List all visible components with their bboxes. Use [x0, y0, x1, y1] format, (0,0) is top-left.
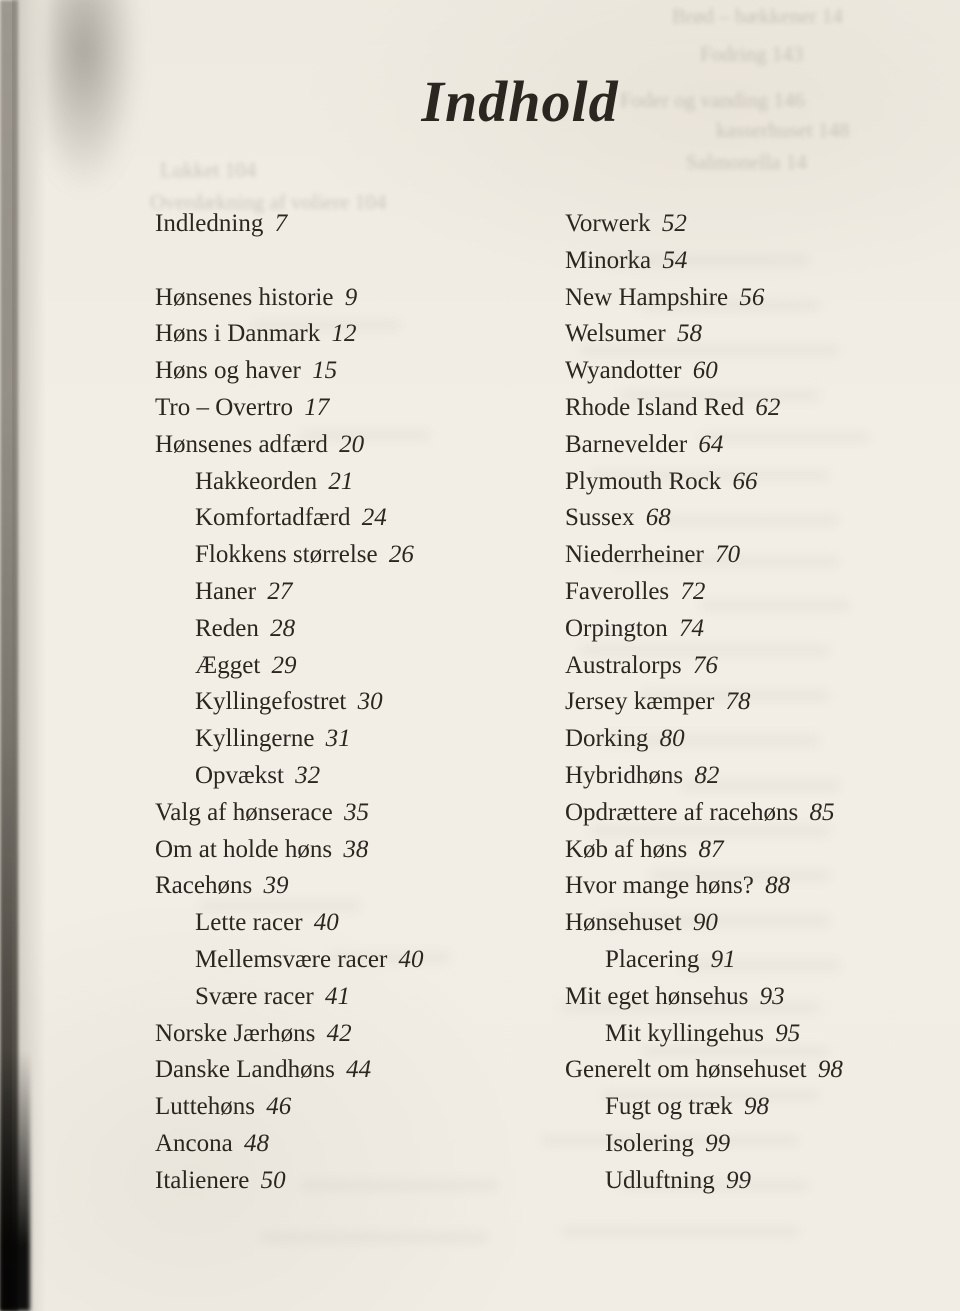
toc-entry-label: Rhode Island Red [565, 393, 745, 421]
toc-entry-label: Indledning [155, 210, 264, 237]
toc-entry-page: 99 [705, 1129, 731, 1157]
bleedthrough-text: kasserhuset 148 [716, 118, 850, 142]
toc-entry [565, 684, 955, 721]
toc-entry-label: Vorwerk [565, 210, 651, 237]
toc-entry [155, 537, 555, 574]
toc-entry [155, 905, 555, 942]
toc-entry [565, 1052, 955, 1089]
toc-entry [565, 942, 955, 979]
toc-entry-page: 44 [346, 1056, 372, 1084]
toc-entry-label: New Hampshire [565, 283, 729, 311]
toc-entry-page: 85 [809, 798, 835, 826]
toc-entry-label: Welsumer [565, 320, 666, 348]
toc-entry [565, 243, 955, 280]
toc-entry-page: 46 [266, 1093, 292, 1121]
toc-entry-page: 52 [661, 210, 687, 237]
toc-entry-label: Placering [605, 945, 700, 973]
toc-entry-page: 12 [331, 320, 357, 348]
toc-entry-page: 21 [328, 467, 354, 495]
toc-entry-page: 38 [343, 835, 369, 863]
toc-entry [565, 316, 955, 353]
bleedthrough-smudge [260, 1232, 490, 1243]
toc-entry-page: 50 [260, 1166, 286, 1194]
toc-entry-label: Orpington [565, 614, 668, 642]
bleedthrough-text: Foder og vanding 146 [620, 88, 805, 112]
toc-entry [155, 1089, 555, 1126]
toc-entry [155, 390, 555, 427]
toc-entry-label: Haner [195, 577, 257, 605]
toc-entry-page: 91 [710, 945, 736, 973]
toc-entry-label: Mit eget hønsehus [565, 982, 749, 1010]
toc-entry-label: Valg af hønserace [155, 798, 333, 826]
toc-entry [565, 832, 955, 869]
toc-entry [155, 758, 555, 795]
toc-entry [565, 390, 955, 427]
toc-entry-page: 88 [765, 872, 791, 900]
toc-entry [155, 979, 555, 1016]
toc-entry-page: 90 [692, 909, 718, 937]
toc-entry [155, 1126, 555, 1163]
toc-entry-label: Minorka [565, 246, 652, 274]
toc-entry-page: 64 [698, 430, 724, 458]
toc-entry-label: Svære racer [195, 982, 314, 1010]
toc-entry [565, 464, 955, 501]
toc-entry [155, 500, 555, 537]
toc-entry-page: 58 [676, 320, 702, 348]
toc-entry-label: Hakkeorden [195, 467, 318, 495]
toc-entry [565, 1016, 955, 1053]
toc-entry-page: 39 [263, 872, 289, 900]
toc-entry [155, 648, 555, 685]
toc-entry-label: Opdrættere af racehøns [565, 798, 799, 826]
toc-entry [565, 206, 955, 243]
toc-entry-label: Hønsenes historie [155, 283, 334, 311]
toc-entry-page: 99 [725, 1166, 751, 1194]
toc-entry-label: Isolering [605, 1129, 694, 1157]
toc-entry-page: 17 [304, 393, 330, 421]
toc-entry-page: 60 [692, 357, 718, 385]
toc-entry [565, 721, 955, 758]
toc-entry [565, 537, 955, 574]
toc-entry [565, 979, 955, 1016]
toc-entry-label: Generelt om hønsehuset [565, 1056, 807, 1084]
toc-entry [565, 611, 955, 648]
toc-entry-page: 98 [817, 1056, 843, 1084]
toc-entry-label: Komfortadfærd [195, 504, 351, 532]
toc-entry-label: Hybridhøns [565, 761, 684, 789]
toc-entry [565, 758, 955, 795]
toc-entry-page: 35 [343, 798, 369, 826]
toc-entry-page: 40 [398, 945, 424, 973]
toc-entry-page: 70 [715, 541, 741, 569]
toc-entry-page: 74 [679, 614, 705, 642]
toc-column-right [565, 206, 955, 1200]
toc-entry [155, 611, 555, 648]
toc-entry-label: Tro – Overtro [155, 393, 293, 421]
toc-entry-page: 32 [295, 761, 321, 789]
toc-entry-label: Racehøns [155, 872, 253, 900]
bleedthrough-text: Overdækning af voliere 104 [150, 190, 387, 214]
toc-column-left [155, 206, 555, 1200]
bleedthrough-text: Salmonella 14 [686, 150, 807, 174]
toc-entry [155, 832, 555, 869]
toc-entry-page: 29 [271, 651, 297, 679]
toc-entry-label: Hvor mange høns? [565, 872, 754, 900]
toc-entry [155, 942, 555, 979]
toc-entry-page: 30 [357, 688, 383, 716]
toc-entry-label: Mit kyllingehus [605, 1019, 765, 1047]
toc-entry-label: Opvækst [195, 761, 284, 789]
toc-entry-label: Jersey kæmper [565, 688, 715, 716]
toc-entry [565, 1163, 955, 1200]
toc-entry [565, 353, 955, 390]
toc-entry [565, 648, 955, 685]
toc-entry-page: 24 [361, 504, 387, 532]
toc-entry-page: 66 [732, 467, 758, 495]
toc-entry-page: 31 [325, 725, 351, 753]
toc-entry-page: 28 [270, 614, 296, 642]
toc-entry-label: Wyandotter [565, 357, 682, 385]
toc-entry-label: Barnevelder [565, 430, 688, 458]
toc-entry-label: Mellemsvære racer [195, 945, 388, 973]
toc-entry-page: 41 [324, 982, 350, 1010]
toc-entry [155, 1016, 555, 1053]
toc-entry [155, 574, 555, 611]
toc-entry-page: 62 [755, 393, 781, 421]
toc-entry-page: 27 [267, 577, 293, 605]
toc-entry [155, 868, 555, 905]
toc-entry-page: 15 [312, 357, 338, 385]
toc-entry-label: Køb af høns [565, 835, 688, 863]
toc-entry-label: Plymouth Rock [565, 467, 722, 495]
toc-entry [565, 795, 955, 832]
toc-entry-label: Om at holde høns [155, 835, 333, 863]
toc-entry-label: Niederrheiner [565, 541, 704, 569]
toc-entry [155, 684, 555, 721]
toc-entry [565, 1126, 955, 1163]
toc-entry [155, 464, 555, 501]
toc-entry-label: Høns i Danmark [155, 320, 321, 348]
toc-entry-label: Ancona [155, 1129, 233, 1157]
toc-entry-label: Australorps [565, 651, 682, 679]
toc-entry-page: 72 [680, 577, 706, 605]
toc-entry-label: Udluftning [605, 1166, 715, 1194]
toc-entry-label: Sussex [565, 504, 635, 532]
bleedthrough-text: Brød – bækkener 14 [672, 4, 843, 28]
toc-entry-page: 98 [744, 1093, 770, 1121]
toc-entry-page: 9 [344, 283, 358, 311]
toc-entry-page: 56 [739, 283, 765, 311]
toc-entry [155, 1052, 555, 1089]
toc-entry-label: Hønsehuset [565, 909, 682, 937]
toc-entry-label: Italienere [155, 1166, 250, 1194]
toc-entry-label: Kyllingefostret [195, 688, 347, 716]
bleedthrough-text: Fodring 143 [700, 42, 804, 66]
toc-entry-label: Ægget [195, 651, 261, 679]
toc-entry [155, 795, 555, 832]
toc-entry [565, 500, 955, 537]
scan-corner-shade [44, 0, 144, 204]
bleedthrough-text: Lukket 104 [160, 158, 257, 182]
toc-entry [565, 905, 955, 942]
toc-entry-page: 68 [645, 504, 671, 532]
toc-entry-page: 26 [388, 541, 414, 569]
toc-entry-page: 82 [694, 761, 720, 789]
toc-entry-page: 78 [725, 688, 751, 716]
toc-entry-page: 76 [692, 651, 718, 679]
toc-entry-label: Faverolles [565, 577, 670, 605]
toc-entry-label: Kyllingerne [195, 725, 315, 753]
toc-entry [565, 868, 955, 905]
toc-entry-page: 7 [274, 210, 288, 237]
toc-entry [155, 206, 555, 243]
toc-entry [565, 427, 955, 464]
bleedthrough-smudge [560, 1226, 800, 1237]
toc-entry-page: 42 [326, 1019, 352, 1047]
toc-entry-label: Reden [195, 614, 259, 642]
toc-entry-label: Norske Jærhøns [155, 1019, 316, 1047]
toc-entry-page: 93 [759, 982, 785, 1010]
toc-entry-label: Flokkens størrelse [195, 541, 378, 569]
toc-entry-page: 48 [244, 1129, 269, 1157]
scan-corner-dark [0, 1051, 30, 1311]
toc-entry [155, 280, 555, 317]
toc-entry-label: Hønsenes adfærd [155, 430, 328, 458]
toc-entry-page: 95 [775, 1019, 801, 1047]
toc-entry [565, 574, 955, 611]
page-title: Indhold [421, 69, 619, 134]
toc-entry [565, 280, 955, 317]
toc-entry [565, 1089, 955, 1126]
toc-entry-page: 20 [339, 430, 365, 458]
toc-entry-page: 80 [659, 725, 685, 753]
toc-entry-label: Lette racer [195, 909, 303, 937]
toc-entry-page: 40 [313, 909, 339, 937]
toc-entry-label: Høns og haver [155, 357, 301, 385]
toc-entry [155, 353, 555, 390]
toc-entry [155, 316, 555, 353]
toc-entry-page: 87 [698, 835, 724, 863]
toc-entry-label: Danske Landhøns [155, 1056, 335, 1084]
toc-entry [155, 427, 555, 464]
toc-entry [155, 1163, 555, 1200]
toc-entry [155, 721, 555, 758]
toc-entry-label: Fugt og træk [605, 1093, 733, 1121]
toc-entry-label: Dorking [565, 725, 649, 753]
toc-entry-label: Luttehøns [155, 1093, 255, 1121]
toc-entry-page: 54 [662, 246, 688, 274]
